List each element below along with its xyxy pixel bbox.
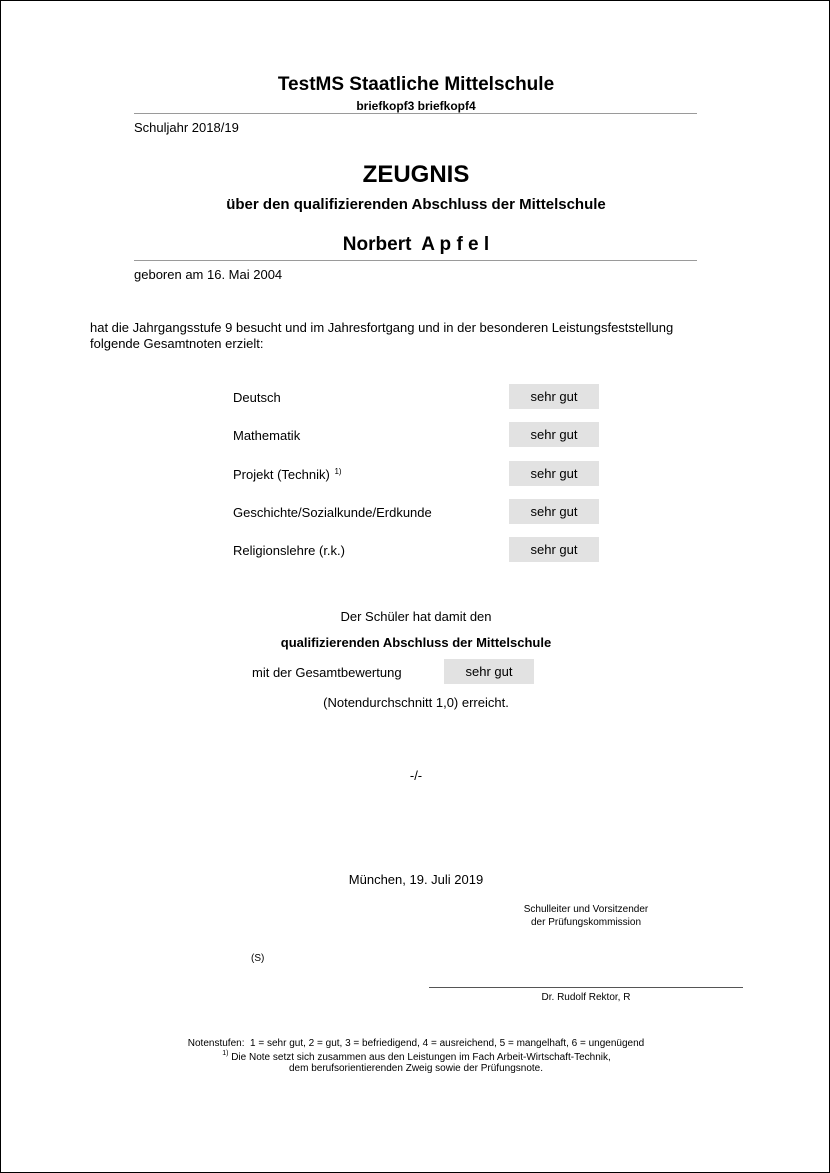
school-year: Schuljahr 2018/19 [134, 120, 239, 135]
subject-name-with-footnote [233, 467, 342, 482]
signatory-role-1: Schulleiter und Vorsitzender [523, 904, 649, 915]
footnote-line-1-wrap [1, 1050, 830, 1063]
birth-line: geboren am 16. Mai 2004 [134, 267, 283, 282]
subject-grade: sehr gut [509, 499, 599, 524]
school-name: TestMS Staatliche Mittelschule [277, 74, 555, 95]
header-rule [134, 113, 697, 114]
intro-line-1: hat die Jahrgangsstufe 9 besucht und im Jahresfortgang und in der besonderen Leistungsfeststellung [90, 320, 674, 335]
document-title: ZEUGNIS [362, 161, 470, 188]
subject-name: Projekt (Technik) [233, 467, 330, 482]
subject-name: Deutsch [233, 390, 281, 405]
subject-name: Religionslehre (r.k.) [233, 543, 345, 558]
signature-rule [429, 987, 743, 988]
footnote-line-1: Die Note setzt sich zusammen aus den Leistungen im Fach Arbeit-Wirtschaft-Technik, [231, 1052, 611, 1063]
subject-grade: sehr gut [509, 537, 599, 562]
grading-scale: Notenstufen: 1 = sehr gut, 2 = gut, 3 = befriedigend, 4 = ausreichend, 5 = mangelhaft, 6 = ungenügend [187, 1038, 645, 1049]
seal-mark: (S) [251, 953, 265, 964]
overall-label: mit der Gesamtbewertung [252, 665, 402, 680]
subject-grade: sehr gut [509, 422, 599, 447]
student-name: Norbert A p f e l [342, 234, 490, 255]
result-line-1: Der Schüler hat damit den [340, 609, 492, 624]
document-subtitle: über den qualifizierenden Abschluss der Mittelschule [226, 196, 606, 213]
subject-name: Geschichte/Sozialkunde/Erdkunde [233, 505, 432, 520]
average-line: (Notendurchschnitt 1,0) erreicht. [323, 695, 509, 710]
separator: -/- [409, 768, 423, 783]
footnote-mark: 1) [222, 1050, 229, 1057]
place-date: München, 19. Juli 2019 [348, 872, 484, 887]
result-degree: qualifizierenden Abschluss der Mittelschule [280, 635, 552, 650]
school-subheader: briefkopf3 briefkopf4 [356, 99, 476, 113]
subject-name: Mathematik [233, 428, 301, 443]
overall-grade: sehr gut [444, 659, 534, 684]
intro-line-2: folgende Gesamtnoten erzielt: [90, 336, 264, 351]
footnote-line-2: dem berufsorientierenden Zweig sowie der Prüfungsnote. [288, 1063, 544, 1074]
footnote-marker: 1) [334, 467, 342, 476]
signatory-name: Dr. Rudolf Rektor, R [541, 992, 631, 1003]
signatory-role-2: der Prüfungskommission [530, 917, 642, 928]
subject-grade: sehr gut [509, 384, 599, 409]
name-rule [134, 260, 697, 261]
subject-grade: sehr gut [509, 461, 599, 486]
